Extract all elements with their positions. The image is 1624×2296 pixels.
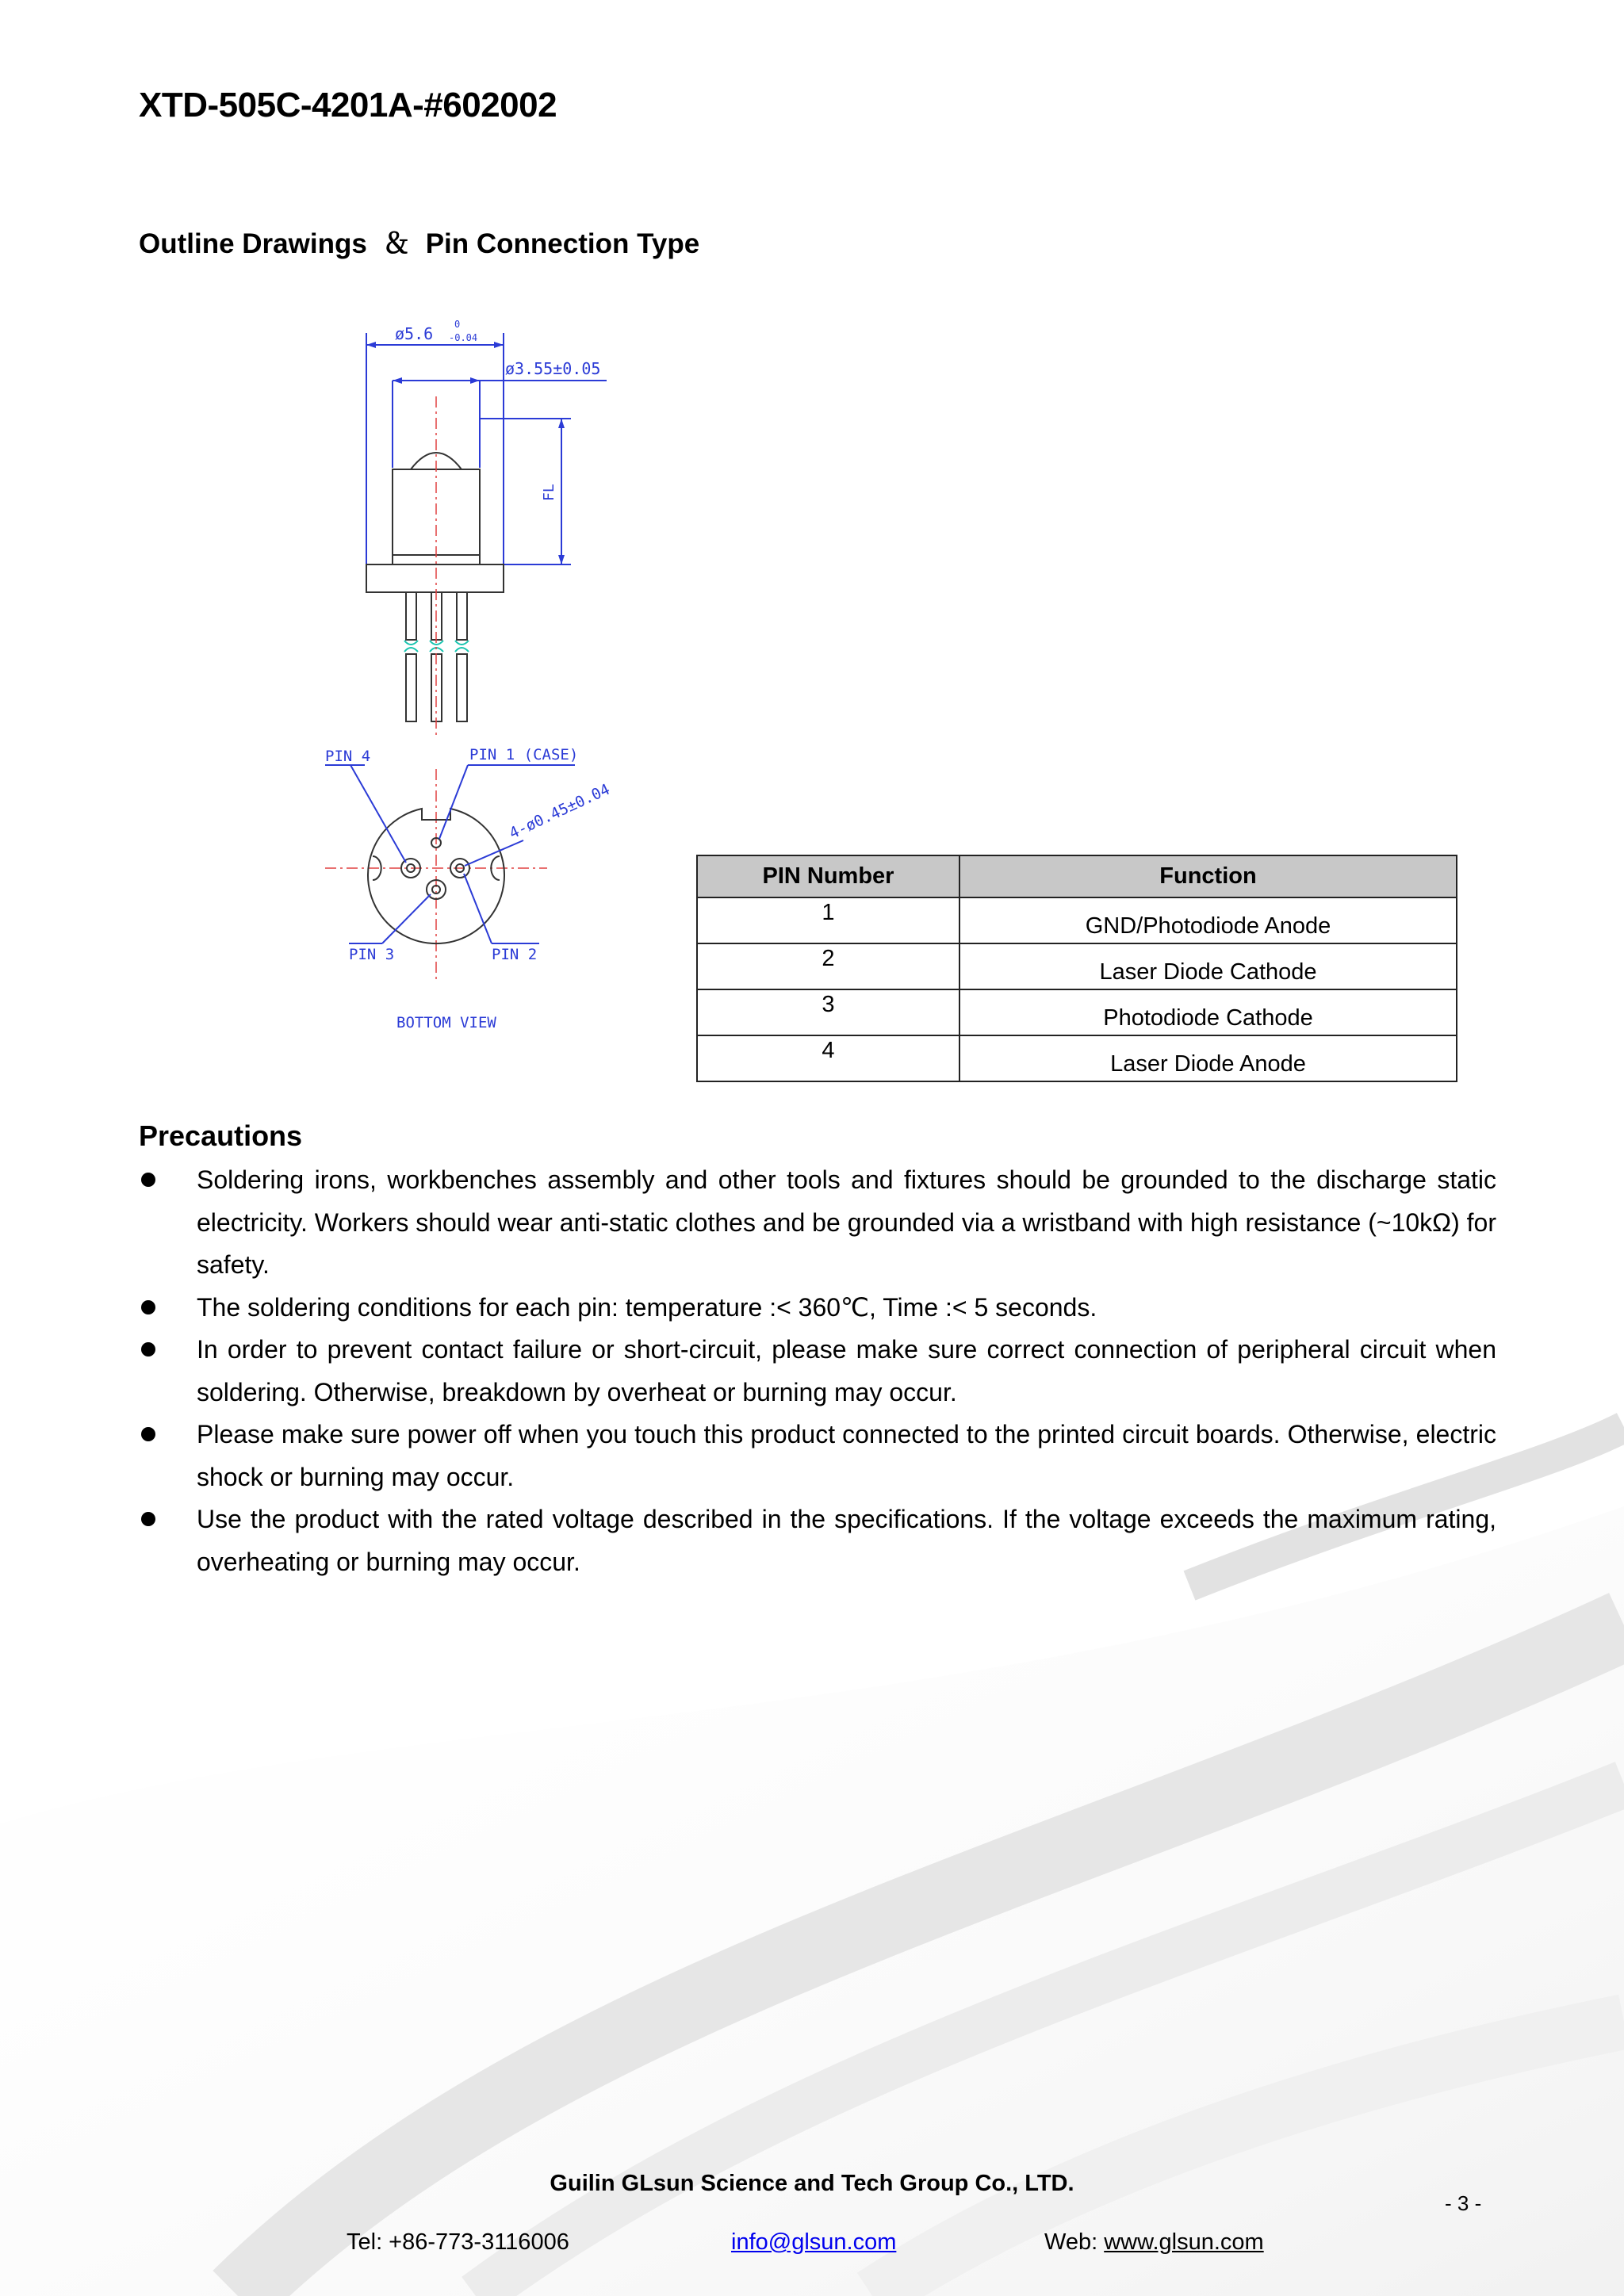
footer-email-link[interactable]: info@glsun.com	[731, 2229, 897, 2255]
table-header-row	[697, 855, 1457, 897]
dim-tolerance-upper: 0	[454, 319, 461, 330]
precaution-text: The soldering conditions for each pin: temperature :< 360℃, Time :< 5 seconds.	[197, 1292, 1097, 1322]
pin1-label: PIN 1 (CASE)	[469, 746, 579, 763]
section-heading: Outline Drawings ＆ Pin Connection Type	[139, 228, 700, 259]
table-row	[697, 943, 1457, 989]
table-row	[697, 1035, 1457, 1081]
dim-outer-diameter: ø5.6	[395, 324, 434, 343]
footer-website-link[interactable]: www.glsun.com	[1104, 2229, 1264, 2255]
table-row	[697, 897, 1457, 943]
list-item	[139, 1159, 1496, 1287]
list-item	[139, 1414, 1496, 1498]
page-number: - 3 -	[1445, 2191, 1482, 2215]
precaution-text: Use the product with the rated voltage described in the specifications. If the voltage exceeds the maximum rating, overheating or burning may occur.	[197, 1505, 1496, 1576]
footer-telephone: Tel: +86-773-3116006	[347, 2229, 569, 2255]
pin-function-cell: Laser Diode Anode	[959, 1035, 1457, 1081]
list-item	[139, 1329, 1496, 1414]
pin-number-cell: 4	[697, 1035, 959, 1081]
document-title: XTD-505C-4201A-#602002	[139, 86, 557, 124]
pin4-label: PIN 4	[325, 748, 371, 765]
table-row	[697, 989, 1457, 1035]
precaution-text: Please make sure power off when you touch this product connected to the printed circuit boards. Otherwise, electric shock or burning may occur.	[197, 1420, 1496, 1491]
precautions-heading: Precautions	[139, 1119, 303, 1152]
bullet-icon	[141, 1427, 155, 1441]
dim-inner-diameter: ø3.55±0.05	[505, 359, 601, 378]
bullet-icon	[141, 1300, 155, 1314]
bullet-icon	[141, 1512, 155, 1526]
precaution-text: In order to prevent contact failure or short-circuit, please make sure correct connection of peripheral circuit when soldering. Otherwise, breakdown by overheat or burning may occur.	[197, 1335, 1496, 1406]
pin-function-cell: GND/Photodiode Anode	[959, 897, 1457, 943]
bullet-icon	[141, 1342, 155, 1357]
pin-connection-table	[696, 855, 1457, 1082]
bottom-view-label: BOTTOM VIEW	[396, 1014, 496, 1031]
footer-company-name: Guilin GLsun Science and Tech Group Co., LTD.	[550, 2171, 1074, 2196]
pin-number-cell: 1	[697, 897, 959, 943]
pin-number-cell: 3	[697, 989, 959, 1035]
list-item	[139, 1498, 1496, 1583]
column-header-pin-number: PIN Number	[697, 855, 959, 897]
pin-number-cell: 2	[697, 943, 959, 989]
outline-drawing	[317, 301, 650, 1054]
column-header-function: Function	[959, 855, 1457, 897]
dim-fl-label: FL	[541, 484, 557, 501]
pin-function-cell: Laser Diode Cathode	[959, 943, 1457, 989]
pin-hole-dimension: 4-ø0.45±0.04	[506, 780, 613, 843]
list-item	[139, 1287, 1496, 1330]
footer-website	[1044, 2229, 1264, 2256]
precaution-text: Soldering irons, workbenches assembly and other tools and fixtures should be grounded to the discharge static electricity. Workers should wear anti-static clothes and be grounded via a wristband with high resistance (~10kΩ) for safety.	[197, 1165, 1496, 1279]
pin3-label: PIN 3	[349, 946, 395, 963]
pin2-label: PIN 2	[492, 946, 538, 963]
pin-function-cell: Photodiode Cathode	[959, 989, 1457, 1035]
footer-web-label: Web:	[1044, 2229, 1105, 2255]
bullet-icon	[141, 1173, 155, 1187]
dim-tolerance-lower: -0.04	[449, 332, 478, 343]
precautions-list	[139, 1159, 1496, 1583]
